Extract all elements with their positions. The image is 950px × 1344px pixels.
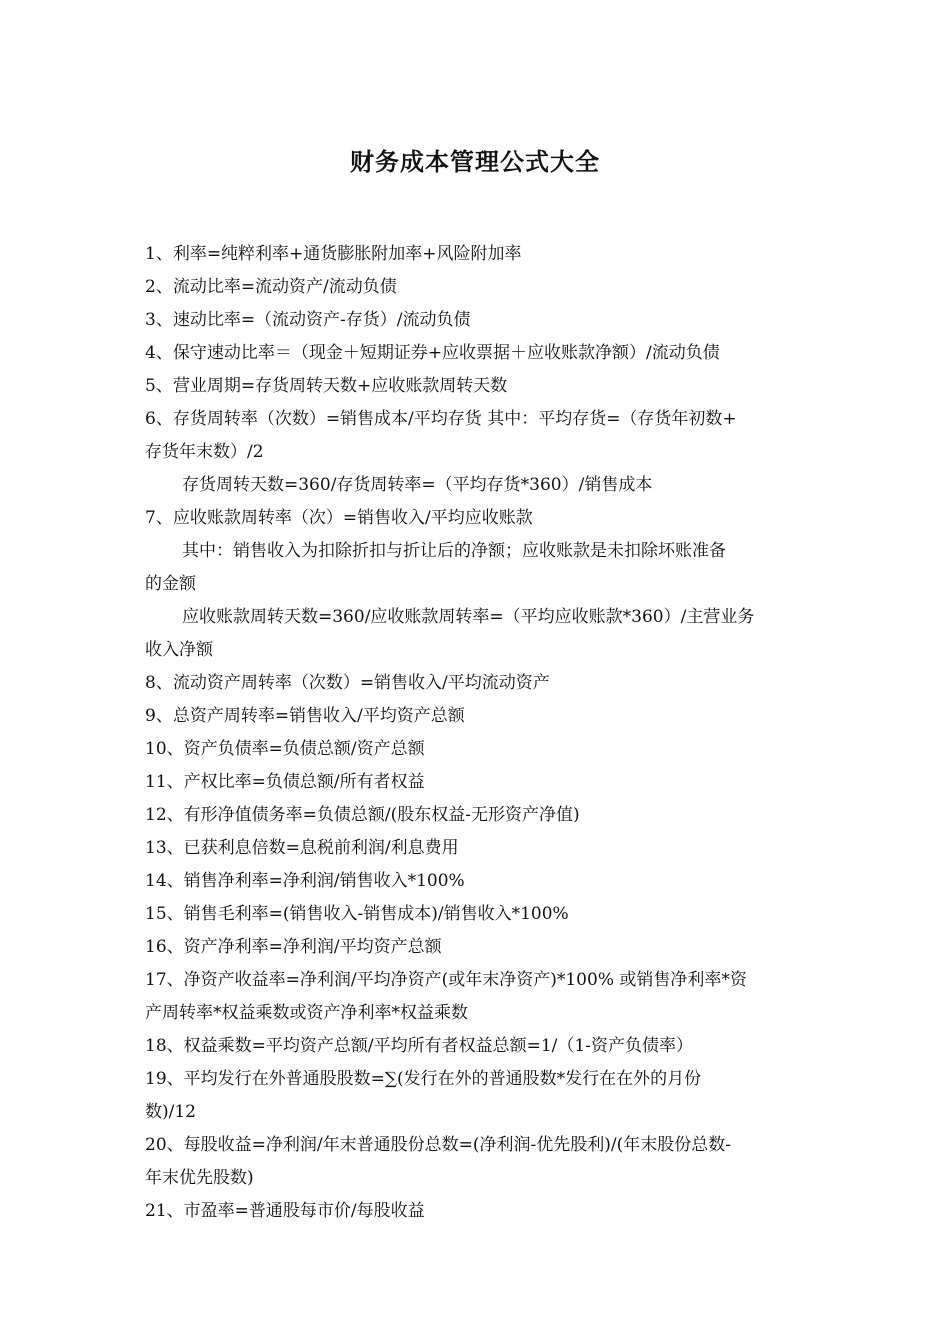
formula-line: 16、资产净利率=净利润/平均资产总额 bbox=[145, 937, 442, 957]
formula-line: 3、速动比率=（流动资产-存货）/流动负债 bbox=[145, 310, 471, 330]
formula-line: 14、销售净利率=净利润/销售收入*100% bbox=[145, 871, 465, 891]
formula-line: 年末优先股数) bbox=[145, 1168, 254, 1188]
formula-line: 18、权益乘数=平均资产总额/平均所有者权益总额=1/（1-资产负债率） bbox=[145, 1036, 693, 1056]
formula-line: 11、产权比率=负债总额/所有者权益 bbox=[145, 772, 425, 792]
formula-line: 产周转率*权益乘数或资产净利率*权益乘数 bbox=[145, 1003, 468, 1023]
formula-line: 2、流动比率=流动资产/流动负债 bbox=[145, 277, 397, 297]
formula-line: 9、总资产周转率=销售收入/平均资产总额 bbox=[145, 706, 465, 726]
formula-line: 收入净额 bbox=[145, 640, 213, 660]
formula-line: 19、平均发行在外普通股股数=∑(发行在外的普通股数*发行在在外的月份 bbox=[145, 1069, 702, 1089]
formula-line: 21、市盈率=普通股每市价/每股收益 bbox=[145, 1201, 425, 1221]
formula-line: 7、应收账款周转率（次）=销售收入/平均应收账款 bbox=[145, 508, 533, 528]
formula-line: 的金额 bbox=[145, 574, 196, 594]
formula-list bbox=[145, 238, 815, 1228]
formula-line: 数)/12 bbox=[145, 1102, 196, 1122]
formula-line: 其中：销售收入为扣除折扣与折让后的净额；应收账款是未扣除坏账准备 bbox=[182, 541, 726, 561]
formula-line: 存货年末数）/2 bbox=[145, 442, 264, 462]
formula-line: 6、存货周转率（次数）=销售成本/平均存货 其中：平均存货=（存货年初数+ bbox=[145, 409, 737, 429]
formula-line: 存货周转天数=360/存货周转率=（平均存货*360）/销售成本 bbox=[182, 475, 653, 495]
formula-line: 应收账款周转天数=360/应收账款周转率=（平均应收账款*360）/主营业务 bbox=[182, 607, 755, 627]
formula-line: 12、有形净值债务率=负债总额/(股东权益-无形资产净值) bbox=[145, 805, 580, 825]
formula-line: 15、销售毛利率=(销售收入-销售成本)/销售收入*100% bbox=[145, 904, 569, 924]
formula-line: 17、净资产收益率=净利润/平均净资产(或年末净资产)*100% 或销售净利率*资 bbox=[145, 970, 747, 990]
formula-line: 1、利率=纯粹利率+通货膨胀附加率+风险附加率 bbox=[145, 244, 522, 264]
formula-line: 4、保守速动比率＝（现金＋短期证券+应收票据＋应收账款净额）/流动负债 bbox=[145, 343, 720, 363]
document-title: 财务成本管理公式大全 bbox=[350, 148, 600, 176]
formula-line: 8、流动资产周转率（次数）=销售收入/平均流动资产 bbox=[145, 673, 550, 693]
formula-line: 5、营业周期=存货周转天数+应收账款周转天数 bbox=[145, 376, 508, 396]
formula-line: 13、已获利息倍数=息税前利润/利息费用 bbox=[145, 838, 459, 858]
formula-line: 20、每股收益=净利润/年末普通股份总数=(净利润-优先股利)/(年末股份总数- bbox=[145, 1135, 731, 1155]
formula-line: 10、资产负债率=负债总额/资产总额 bbox=[145, 739, 425, 759]
